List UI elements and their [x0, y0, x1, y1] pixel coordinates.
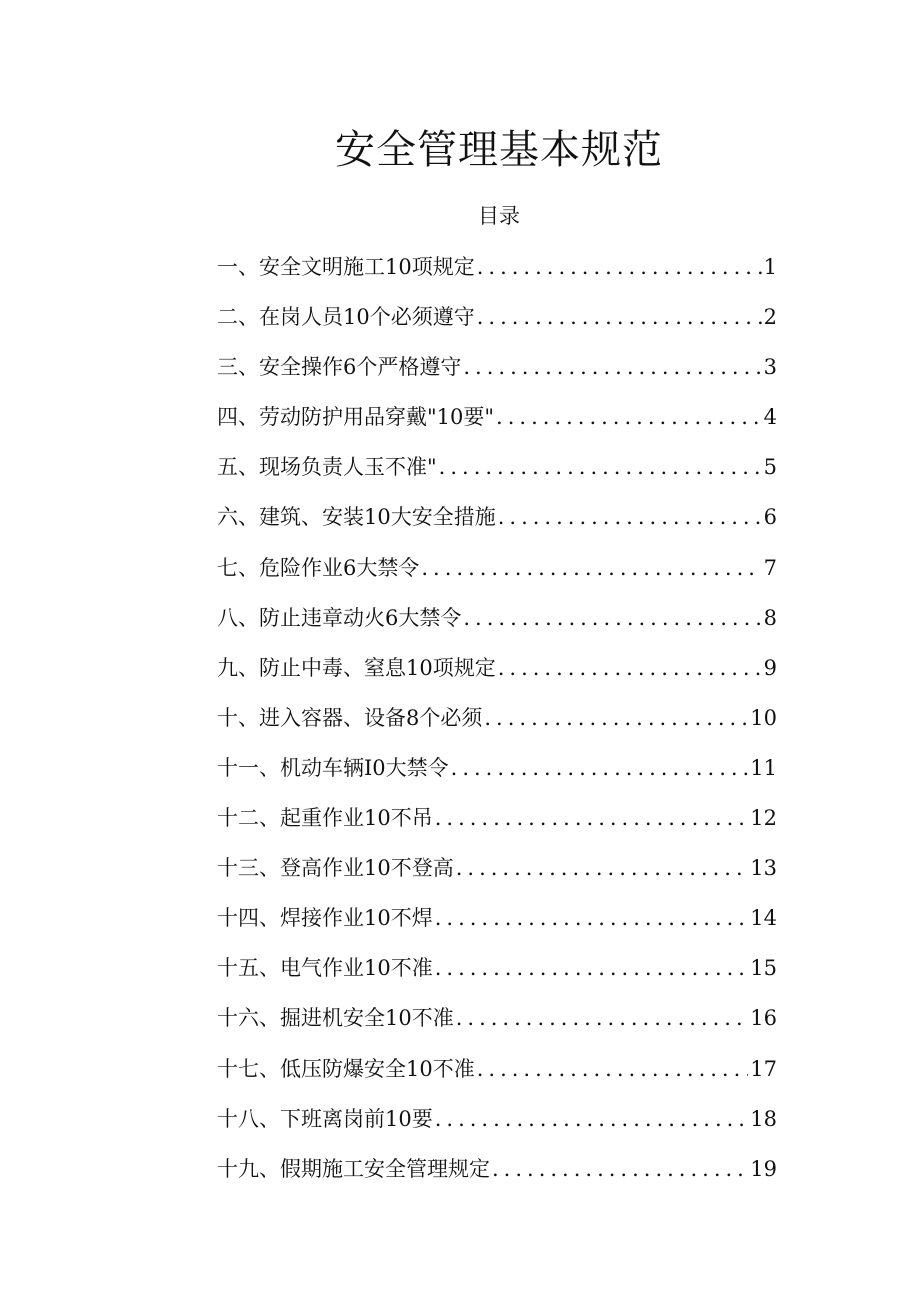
- toc-entry-label: 十四、焊接作业10不焊: [217, 906, 433, 931]
- toc-entry[interactable]: [217, 900, 777, 950]
- toc-entry[interactable]: [217, 550, 777, 600]
- toc-entry-label: 二、在岗人员10个必须遵守: [217, 305, 475, 330]
- toc-entry-page: 2: [763, 305, 777, 330]
- toc-entry-page: 7: [763, 555, 777, 580]
- toc-entry-label: 九、防止中毒、窒息10项规定: [217, 655, 496, 680]
- toc-entry[interactable]: [217, 1151, 777, 1201]
- toc-entry-label: 十七、低压防爆安全10不准: [217, 1056, 475, 1081]
- toc-leader-dots: [435, 900, 749, 936]
- toc-leader-dots: [498, 650, 762, 686]
- toc-leader-dots: [439, 449, 762, 485]
- toc-entry-label: 十八、下班离岗前10要: [217, 1106, 433, 1131]
- toc-entry-label: 十、进入容器、设备8个必须: [217, 705, 483, 730]
- toc-leader-dots: [435, 1101, 749, 1137]
- toc-entry-label: 十二、起重作业10不吊: [217, 806, 433, 831]
- toc-entry[interactable]: [217, 499, 777, 549]
- toc-leader-dots: [463, 600, 761, 636]
- toc-entry[interactable]: [217, 399, 777, 449]
- toc-entry[interactable]: [217, 650, 777, 700]
- toc-entry[interactable]: [217, 1051, 777, 1101]
- toc-entry-page: 5: [763, 455, 777, 480]
- toc-entry[interactable]: [217, 800, 777, 850]
- toc-leader-dots: [492, 1151, 748, 1187]
- toc-entry-page: 18: [750, 1106, 777, 1131]
- toc-leader-dots: [456, 850, 749, 886]
- toc-entry-label: 五、现场负责人玉不准": [217, 455, 437, 480]
- toc-leader-dots: [498, 499, 762, 535]
- toc-entry-page: 12: [750, 806, 777, 831]
- toc-entry-page: 15: [750, 956, 777, 981]
- toc-entry-label: 十九、假期施工安全管理规定: [217, 1156, 490, 1181]
- toc-heading: 目录: [478, 204, 520, 228]
- toc-entry-page: 1: [763, 255, 777, 279]
- toc-entry-label: 十一、机动车辆I0大禁令: [217, 755, 449, 780]
- toc-entry-label: 十三、登高作业10不登高: [217, 856, 454, 881]
- toc-entry[interactable]: [217, 1000, 777, 1050]
- toc-entry[interactable]: [217, 700, 777, 750]
- toc-entry-label: 四、劳动防护用品穿戴"10要": [217, 405, 495, 430]
- document-title: 安全管理基本规范: [335, 127, 663, 173]
- toc-leader-dots: [496, 399, 762, 435]
- toc-entry-page: 6: [763, 505, 777, 530]
- toc-entry-page: 13: [750, 856, 777, 881]
- toc-entry-label: 十六、掘进机安全10不准: [217, 1006, 454, 1031]
- toc-entry-label: 六、建筑、安装10大安全措施: [217, 505, 496, 530]
- toc-entry-page: 19: [750, 1156, 777, 1181]
- toc-leader-dots: [435, 800, 749, 836]
- toc-entry[interactable]: [217, 299, 777, 349]
- table-of-contents: [217, 249, 777, 1201]
- toc-leader-dots: [421, 550, 761, 586]
- toc-leader-dots: [463, 349, 761, 385]
- toc-entry-page: 3: [763, 355, 777, 380]
- toc-entry[interactable]: [217, 449, 777, 499]
- toc-leader-dots: [477, 1051, 749, 1087]
- toc-leader-dots: [477, 249, 762, 285]
- toc-leader-dots: [484, 700, 748, 736]
- toc-entry-page: 14: [750, 906, 777, 931]
- toc-entry-page: 9: [763, 655, 777, 680]
- toc-entry-page: 4: [763, 405, 777, 430]
- toc-leader-dots: [477, 299, 762, 335]
- toc-leader-dots: [451, 750, 749, 786]
- toc-entry[interactable]: [217, 600, 777, 650]
- toc-entry-label: 七、危险作业6大禁令: [217, 555, 420, 580]
- toc-entry-label: 十五、电气作业10不准: [217, 956, 433, 981]
- toc-entry[interactable]: [217, 750, 777, 800]
- toc-entry[interactable]: [217, 349, 777, 399]
- toc-entry-label: 三、安全操作6个严格遵守: [217, 355, 462, 380]
- toc-entry[interactable]: [217, 1101, 777, 1151]
- toc-entry[interactable]: [217, 950, 777, 1000]
- toc-entry-page: 11: [750, 755, 777, 780]
- toc-entry-page: 16: [750, 1006, 777, 1031]
- toc-leader-dots: [456, 1000, 749, 1036]
- toc-entry-page: 17: [750, 1056, 777, 1081]
- toc-entry-label: 一、安全文明施工10项规定: [217, 255, 475, 279]
- toc-entry-page: 8: [763, 605, 777, 630]
- toc-entry[interactable]: [217, 850, 777, 900]
- toc-leader-dots: [435, 950, 749, 986]
- toc-entry-page: 10: [750, 705, 777, 730]
- toc-entry[interactable]: [217, 249, 777, 299]
- toc-entry-label: 八、防止违章动火6大禁令: [217, 605, 462, 630]
